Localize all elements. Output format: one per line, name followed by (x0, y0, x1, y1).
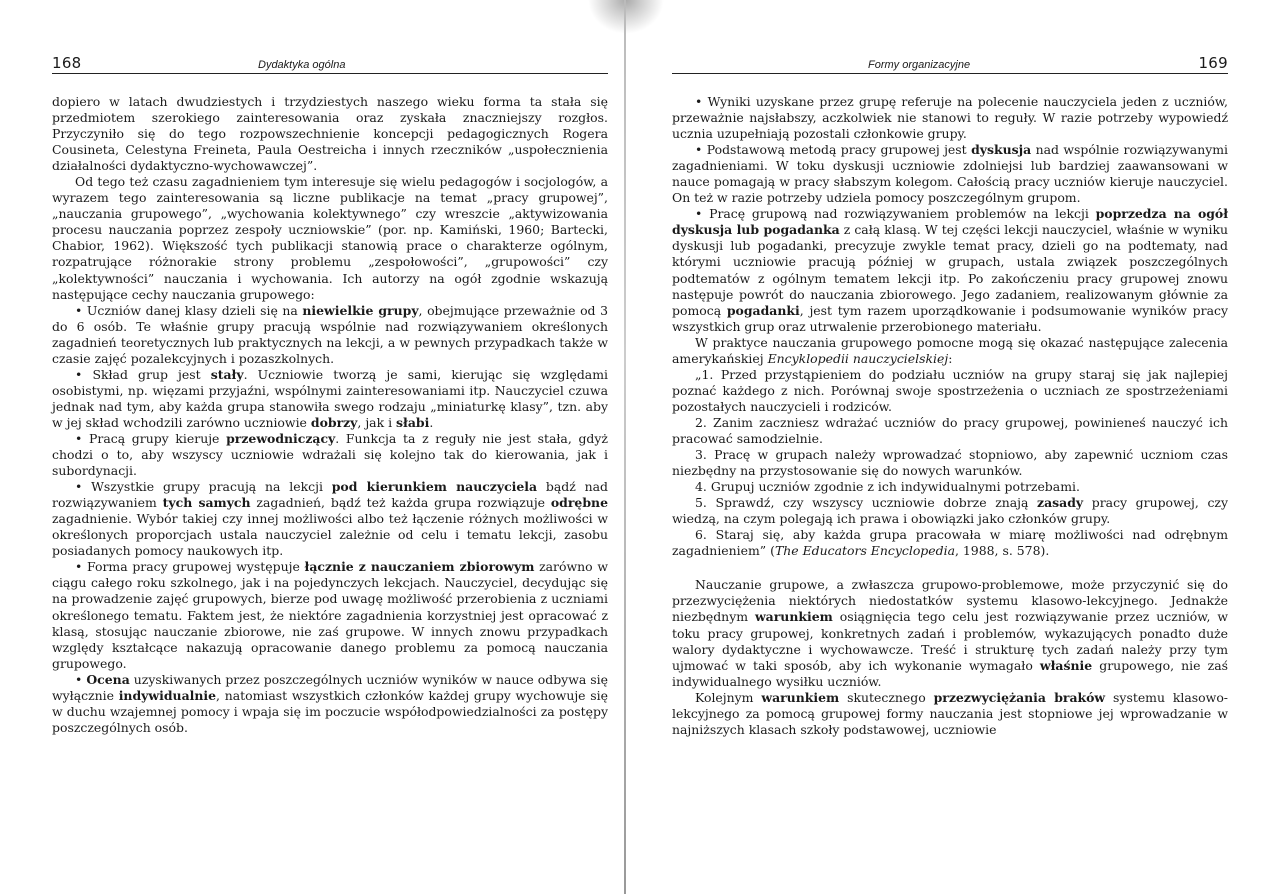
bold-text: przewodniczący (226, 430, 336, 446)
text-run: : (948, 350, 953, 366)
text-run: dopiero w latach dwudziestych i trzydziestych naszego wieku forma ta stała się przedmiotem szerokiego zainteresowania oraz zyskała znaczniejszy rozgłos. Przyczyniło się do tego rozpowszechnienie koncepcji pedagogicznych Rogera Cousineta, Celestyna Freineta, Paula Oestreicha i innych rzeczników „uspołecznienia działalności dydaktyczno-wychowawczej”. (52, 94, 608, 174)
text-run: grupowego, nie zaś indywidualnego wysiłku uczniów. (672, 657, 1228, 689)
bullet-paragraph (52, 367, 608, 431)
text-run: systemu klasowo-lekcyjnego za pomocą grupowej formy nauczania jest stopniowe jej wprowadzanie w najniższych klasach szkoły podstawowej, uczniowie (672, 689, 1229, 737)
text-run: , obejmujące przeważnie od 3 do 6 osób. Te właśnie grupy pracują wspólnie nad rozwiązywaniem określonych zagadnień teoretycznych lub praktycznych na lekcji, a w pewnych przypadkach także w czasie zajęć pozalekcyjnych i pozaszkolnych. (52, 302, 608, 366)
bold-text: słabi (396, 414, 430, 430)
text-run: 4. Grupuj uczniów zgodnie z ich indywidualnymi potrzebami. (695, 479, 1080, 495)
bullet-paragraph (52, 303, 608, 367)
paragraph (672, 577, 1228, 689)
text-run: z całą klasą. W tej części lekcji nauczyciel, właśnie w wyniku dyskusji lub pogadanki, precyzuje zwykle temat pracy, dzieli go na podtematy, nad którymi uczniowie pracują później w grupach, ustala związek poszczególnych podtematów z ogólnym tematem lekcji itp. Po zakończeniu pracy grupowej znowu następuje powrót do nauczania zbiorowego. Jego zadaniem, realizowanym głównie za pomocą (672, 222, 1229, 318)
text-run: skutecznego (839, 689, 934, 705)
text-run: 2. Zanim zaczniesz wdrażać uczniów do pracy grupowej, powinieneś nauczyć ich pracować samodzielnie. (672, 414, 1228, 446)
text-run: . Uczniowie tworzą je sami, kierując się względami osobistymi, np. więzami przyjaźni, wspólnymi zainteresowaniami itp. Nauczyciel czuwa jednak nad tym, aby każda grupa stanowiła swego rodzaju „miniaturkę klasy”, tzn. aby w jej skład wchodzili zarówno uczniowie (52, 366, 608, 430)
bold-text: odrębne (550, 495, 609, 511)
text-run: zagadnienie. Wybór takiej czy innej możliwości albo też łączenie różnych możliwości w określonych proporcjach ustala nauczyciel zależnie od celu i tematu lekcji, zasobu posiadanych pomocy naukowych itp. (52, 511, 608, 559)
text-run: , natomiast wszystkich członków każdej grupy wychowuje się w duchu wzajemnej pomocy i wpaja się im poczucie współodpowiedzialności za postępy poszczególnych osób. (52, 687, 608, 735)
bullet-paragraph (672, 94, 1228, 142)
paragraph (672, 447, 1228, 479)
text-run: . (429, 414, 434, 430)
text-run: zagadnień, bądź też każda grupa rozwiązuje (250, 495, 551, 511)
left-running-head (52, 54, 608, 74)
text-run: 3. Pracę w grupach należy wprowadzać stopniowo, aby zapewnić uczniom czas niezbędny na przystosowanie się do nowych warunków. (672, 447, 1228, 479)
paragraph (672, 415, 1228, 447)
paragraph (672, 690, 1228, 738)
paragraph (672, 367, 1228, 415)
text-run: , 1988, s. 578). (954, 543, 1050, 559)
text-run: . Funkcja ta z reguły nie jest stała, gdyż chodzi o to, aby wszyscy uczniowie wdrażali się kolejno tak do kierowania, jak i subordynacji. (52, 430, 608, 479)
paragraph (672, 335, 1228, 367)
bold-text: warunkiem (754, 609, 833, 625)
paragraph (52, 174, 608, 302)
text-run: Uczniów danej klasy dzieli się na (86, 302, 303, 318)
text-run: , jest tym razem uporządkowanie i podsumowanie wyników pracy wszystkich grup oraz utrwalenie przerobionego materiału. (672, 302, 1228, 334)
paragraph (672, 479, 1228, 495)
text-run: osiągnięcia tego celu jest rozwiązywanie przez uczniów, w toku pracy grupowej, konkretnych zadań i problemów, wykazujących ponadto duże walory dydaktyczne i wychowawcze. Treść i strukturę tych zadań należy przy tym ujmować w taki sposób, aby ich wykonanie wymagało (672, 609, 1228, 673)
bold-text: niewielkie grupy (302, 302, 419, 318)
text-run: Podstawową metodą pracy grupowej jest (706, 142, 972, 158)
bold-text: tych samych (162, 495, 251, 511)
bold-text: właśnie (1039, 657, 1093, 673)
page-number: 169 (1198, 54, 1228, 72)
bold-text: stały (210, 366, 244, 382)
text-run: Pracą grupy kieruje (89, 430, 227, 446)
left-page-body (52, 94, 608, 736)
text-run: nad wspólnie rozwiązywanymi zagadnieniami. W toku dyskusji uczniowie zdolniejsi lub bardziej zaawansowani w nauce pomagają w pracy słabszym kolegom. Całością pracy uczniów kieruje nauczyciel. On też w razie potrzeby udziela pomocy poszczególnym grupom. (672, 142, 1229, 206)
text-run: W praktyce nauczania grupowego pomocne mogą się okazać następujące zalecenia amerykańskiej (672, 334, 1228, 366)
right-page (650, 0, 1262, 894)
right-running-head (672, 54, 1228, 74)
page-gutter (624, 0, 626, 894)
text-run: „1. Przed przystąpieniem do podziału uczniów na grupy staraj się jak najlepiej poznać każdego z nich. Porównaj swoje spostrzeżenia o uczniach ze spostrzeżeniami pozostałych nauczycieli i rodziców. (672, 366, 1228, 414)
text-run: 6. Staraj się, aby każda grupa pracowała w miarę możliwości nad odrębnym zagadnieniem” ( (672, 527, 1228, 559)
left-page (0, 0, 612, 894)
bold-text: łącznie z nauczaniem zbiorowym (304, 559, 535, 575)
text-run: uzyskiwanych przez poszczególnych uczniów wyników w nauce odbywa się wyłącznie (52, 671, 608, 703)
text-run: bądź nad rozwiązywaniem (52, 479, 608, 511)
paragraph (672, 527, 1228, 559)
text-run: Od tego też czasu zagadnieniem tym interesuje się wielu pedagogów i socjologów, a wyrazem tego zainteresowania są liczne publikacje na temat „pracy grupowej”, „nauczania grupowego”, „wychowania kolektywnego” czy wreszcie „aktywizowania procesu nauczania poprzez zespoły uczniowskie” (por. np. Kamiński, 1960; Bartecki, Chabior, 1962). Większość tych publikacji stanowią prace o charakterze ogólnym, rozpatrujące różnorakie strony problemu „zespołowości”, „grupowości” czy „kolektywności” nauczania i wychowania. Ich autorzy na ogół zgodnie wskazują następujące cechy nauczania grupowego: (52, 174, 608, 302)
paragraph (672, 495, 1228, 527)
text-run: Skład grup jest (92, 366, 211, 382)
text-run: 5. Sprawdź, czy wszyscy uczniowie dobrze znają (695, 495, 1038, 511)
bullet-paragraph (52, 431, 608, 479)
text-run: Pracę grupową nad rozwiązywaniem problemów na lekcji (709, 206, 1096, 222)
bold-text: pogadanki (726, 302, 800, 318)
text-run: zarówno w ciągu całego roku szkolnego, jak i na pojedynczych lekcjach. Nauczyciel, decydując się na prowadzenie zajęć grupowych, bierze pod uwagę możliwość przerobienia z uczniami określonego tematu. Faktem jest, że niektóre zagadnienia korzystniej jest opracować z klasą, stosując nauczanie zbiorowe, nie zaś grupowe. W innych znowu przypadkach względy kształcące nakazują opracowanie danego problemu za pomocą nauczania grupowego. (52, 559, 608, 671)
right-page-body (672, 94, 1228, 738)
bold-text: zasady (1037, 495, 1084, 511)
bullet-paragraph (52, 479, 608, 559)
bullet-paragraph (52, 672, 608, 736)
text-run: Wyniki uzyskane przez grupę referuje na polecenie nauczyciela jeden z uczniów, przeważnie najsłabszy, aczkolwiek nie stanowi to reguły. W razie potrzeby wypowiedź ucznia uzupełniają pozostali członkowie grupy. (672, 94, 1228, 142)
text-run: , jak i (357, 414, 397, 430)
running-head-title: Formy organizacyjne (868, 59, 971, 71)
text-run: Forma pracy grupowej występuje (87, 559, 305, 575)
bullet-paragraph (52, 559, 608, 671)
page-number: 168 (52, 54, 82, 72)
italic-text: The Educators Encyclopedia (774, 543, 955, 559)
bullet-paragraph (672, 142, 1228, 206)
bullet-paragraph (672, 206, 1228, 334)
bold-text: pod kierunkiem nauczyciela (331, 479, 538, 495)
paragraph (52, 94, 608, 174)
text-run: Kolejnym (695, 689, 762, 705)
bold-text: Ocena (86, 671, 130, 687)
bold-text: poprzedza na ogół dyskusja lub pogadanka (672, 206, 1229, 238)
text-run: Wszystkie grupy pracują na lekcji (91, 479, 332, 495)
bold-text: indywidualnie (118, 687, 217, 703)
bold-text: warunkiem (761, 689, 840, 705)
bold-text: dobrzy (310, 414, 358, 430)
bold-text: dyskusja (971, 142, 1032, 158)
text-run: pracy grupowej, czy wiedzą, na czym polegają ich prawa i obowiązki jako członków grupy. (672, 495, 1228, 527)
text-run: Nauczanie grupowe, a zwłaszcza grupowo-problemowe, może przyczynić się do przezwyciężenia niektórych niedostatków systemu klasowo-lekcyjnego. Jednakże niezbędnym (672, 577, 1228, 625)
bold-text: przezwyciężania braków (933, 689, 1106, 705)
italic-text: Encyklopedii nauczycielskiej (767, 350, 949, 366)
running-head-title: Dydaktyka ogólna (258, 59, 346, 71)
